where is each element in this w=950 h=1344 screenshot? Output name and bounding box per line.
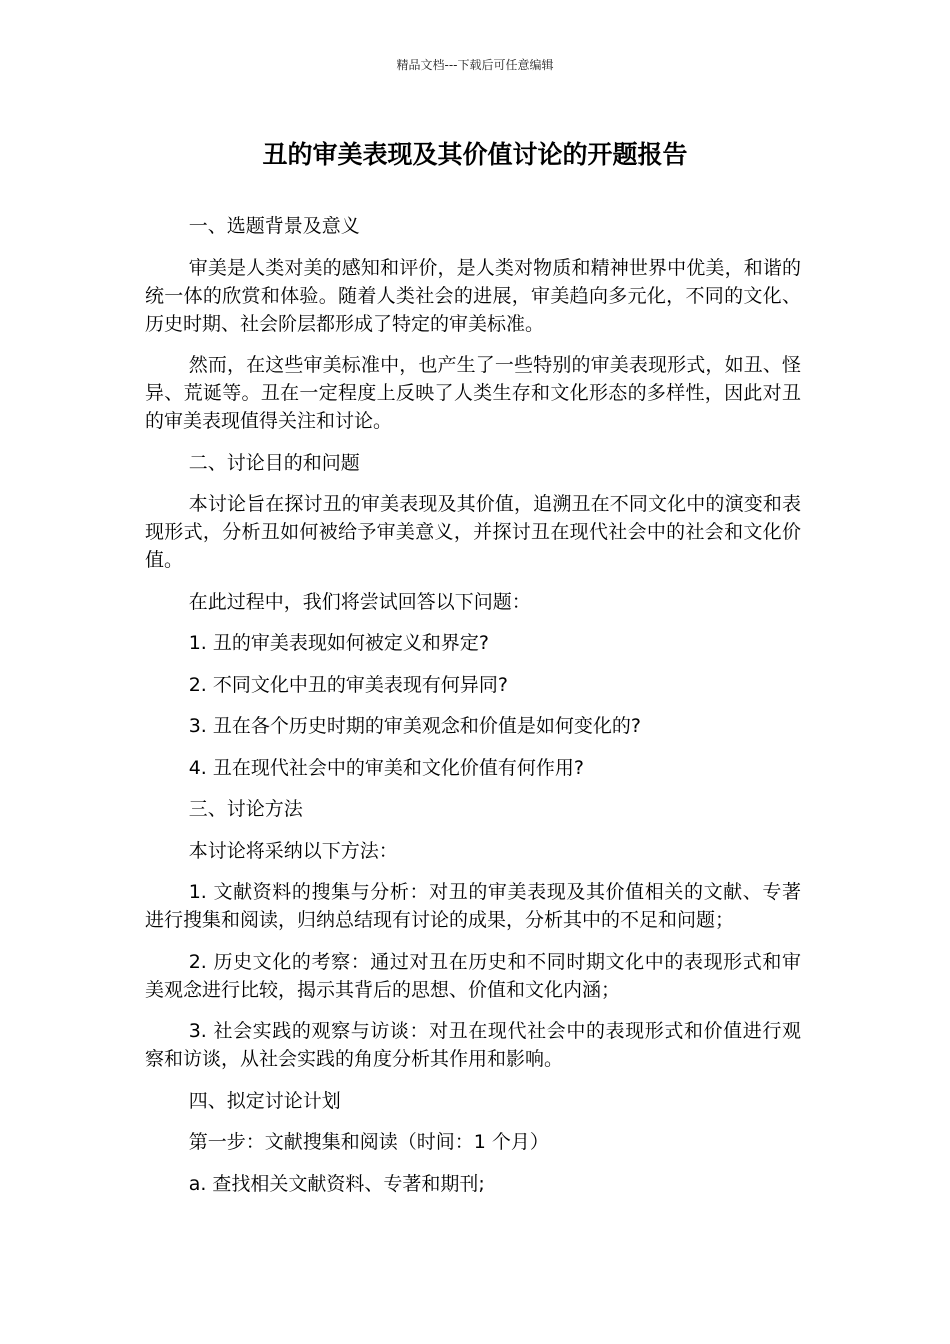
plan-substep: a. 查找相关文献资料、专著和期刊;: [188, 1172, 485, 1195]
paragraph-questions-intro: 在此过程中，我们将尝试回答以下问题：: [188, 590, 531, 613]
plan-step: 第一步：文献搜集和阅读（时间：1 个月）: [188, 1131, 549, 1153]
question-item: 4. 丑在现代社会中的审美和文化价值有何作用?: [188, 756, 584, 779]
page-header-note: 精品文档---下载后可任意编辑: [396, 58, 554, 72]
question-item: 2. 不同文化中丑的审美表现有何异同?: [188, 673, 508, 696]
question-item: 1. 丑的审美表现如何被定义和界定?: [188, 632, 489, 654]
paragraph-ugliness-forms: 然而，在这些审美标准中，也产生了一些特别的审美表现形式，如丑、怪异、荒诞等。丑在一定程度上反映了人类生存和文化形态的多样性，因此对丑的审美表现值得关注和讨论。: [145, 354, 801, 432]
section-heading-purpose: 二、讨论目的和问题: [188, 451, 360, 474]
paragraph-methods-intro: 本讨论将采纳以下方法：: [188, 839, 398, 862]
paragraph-purpose: 本讨论旨在探讨丑的审美表现及其价值，追溯丑在不同文化中的演变和表现形式，分析丑如何被给予审美意义，并探讨丑在现代社会中的社会和文化价值。: [145, 493, 801, 571]
method-item: 1. 文献资料的搜集与分析：对丑的审美表现及其价值相关的文献、专著进行搜集和阅读，归纳总结现有讨论的成果，分析其中的不足和问题；: [145, 881, 801, 931]
document-body: [145, 212, 801, 1211]
question-item: 3. 丑在各个历史时期的审美观念和价值是如何变化的?: [188, 715, 641, 737]
paragraph-aesthetics-definition: 审美是人类对美的感知和评价，是人类对物质和精神世界中优美，和谐的统一体的欣赏和体验。随着人类社会的进展，审美趋向多元化，不同的文化、历史时期、社会阶层都形成了特定的审美标准。: [145, 256, 801, 335]
method-item: 2. 历史文化的考察：通过对丑在历史和不同时期文化中的表现形式和审美观念进行比较，揭示其背后的思想、价值和文化内涵；: [145, 950, 801, 1001]
section-heading-background: 一、选题背景及意义: [188, 215, 360, 237]
document-title: 丑的审美表现及其价值讨论的开题报告: [262, 140, 688, 169]
section-heading-plan: 四、拟定讨论计划: [188, 1089, 341, 1112]
method-item: 3. 社会实践的观察与访谈：对丑在现代社会中的表现形式和价值进行观察和访谈，从社会实践的角度分析其作用和影响。: [145, 1020, 801, 1070]
section-heading-methods: 三、讨论方法: [188, 798, 303, 820]
